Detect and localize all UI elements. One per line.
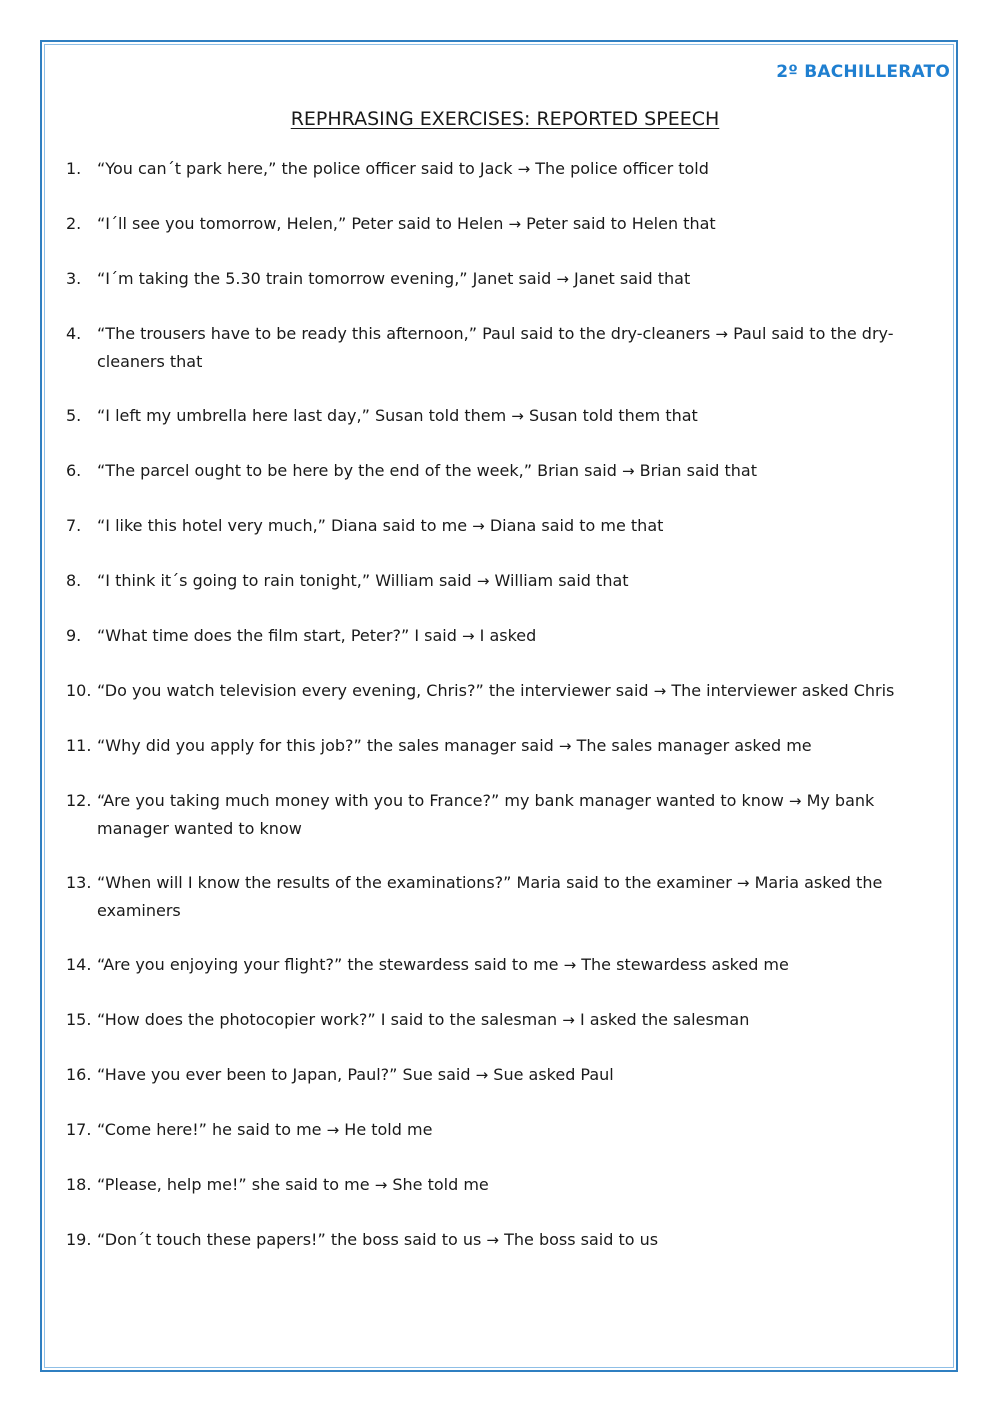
exercise-number: 1. [66, 159, 82, 178]
direct-speech: “The trousers have to be ready this afternoon,” Paul said to the dry-cleaners [97, 324, 711, 343]
direct-speech: “How does the photocopier work?” I said to the salesman [97, 1010, 558, 1029]
exercise-number: 18. [66, 1175, 92, 1194]
direct-speech: “Why did you apply for this job?” the sales manager said [97, 736, 554, 755]
exercise-list [66, 155, 896, 1281]
arrow-icon: → [788, 792, 802, 810]
reported-prompt: He told me [344, 1120, 433, 1139]
exercise-number: 9. [66, 626, 82, 645]
reported-prompt: Diana said to me that [489, 516, 664, 535]
exercise-item [66, 1116, 896, 1144]
arrow-icon: → [508, 215, 522, 233]
direct-speech: “Don´t touch these papers!” the boss said to us [97, 1230, 482, 1249]
exercise-item [66, 1061, 896, 1089]
exercise-item [66, 732, 896, 760]
reported-prompt: My bank manager wanted to know [97, 791, 875, 838]
arrow-icon: → [472, 517, 485, 535]
direct-speech: “Have you ever been to Japan, Paul?” Sue said [97, 1065, 471, 1084]
reported-prompt: The sales manager asked me [576, 736, 812, 755]
arrow-icon: → [558, 737, 572, 755]
direct-speech: “I think it´s going to rain tonight,” William said [97, 571, 472, 590]
arrow-icon: → [621, 462, 635, 480]
direct-speech: “Are you taking much money with you to France?” my bank manager wanted to know [97, 791, 784, 810]
exercise-item [66, 951, 896, 979]
exercise-item [66, 567, 896, 595]
exercise-item [66, 320, 896, 375]
exercise-item [66, 512, 896, 540]
direct-speech: “I like this hotel very much,” Diana said to me [97, 516, 468, 535]
reported-prompt: Sue asked Paul [493, 1065, 614, 1084]
arrow-icon: → [736, 874, 750, 892]
course-level-label: 2º BACHILLERATO [776, 62, 950, 82]
exercise-number: 5. [66, 406, 82, 425]
arrow-icon: → [556, 270, 569, 288]
reported-prompt: Janet said that [574, 269, 691, 288]
exercise-item [66, 265, 896, 293]
exercise-number: 7. [66, 516, 82, 535]
direct-speech: “Please, help me!” she said to me [97, 1175, 370, 1194]
exercise-item [66, 402, 896, 430]
arrow-icon: → [715, 325, 728, 343]
reported-prompt: The boss said to us [504, 1230, 659, 1249]
arrow-icon: → [486, 1231, 499, 1249]
reported-prompt: I asked the salesman [579, 1010, 750, 1029]
exercise-number: 15. [66, 1010, 92, 1029]
direct-speech: “I´m taking the 5.30 train tomorrow evening,” Janet said [97, 269, 552, 288]
exercise-number: 16. [66, 1065, 92, 1084]
direct-speech: “Do you watch television every evening, Chris?” the interviewer said [97, 681, 649, 700]
exercise-number: 12. [66, 791, 92, 810]
exercise-number: 4. [66, 324, 82, 343]
exercise-item [66, 457, 896, 485]
exercise-item [66, 1226, 896, 1254]
direct-speech: “When will I know the results of the examinations?” Maria said to the examiner [97, 873, 732, 892]
direct-speech: “Come here!” he said to me [97, 1120, 322, 1139]
direct-speech: “You can´t park here,” the police officer said to Jack [97, 159, 513, 178]
exercise-number: 13. [66, 873, 92, 892]
exercise-item [66, 869, 896, 924]
exercise-number: 6. [66, 461, 82, 480]
exercise-item [66, 677, 896, 705]
arrow-icon: → [475, 1066, 489, 1084]
arrow-icon: → [326, 1121, 340, 1139]
arrow-icon: → [461, 627, 475, 645]
reported-prompt: Peter said to Helen that [526, 214, 716, 233]
reported-prompt: Susan told them that [528, 406, 698, 425]
exercise-item [66, 622, 896, 650]
direct-speech: “Are you enjoying your flight?” the stewardess said to me [97, 955, 559, 974]
reported-prompt: The stewardess asked me [581, 955, 789, 974]
exercise-number: 3. [66, 269, 82, 288]
exercise-item [66, 155, 896, 183]
exercise-number: 2. [66, 214, 82, 233]
exercise-item [66, 1006, 896, 1034]
exercise-item [66, 210, 896, 238]
direct-speech: “The parcel ought to be here by the end of the week,” Brian said [97, 461, 617, 480]
exercise-number: 11. [66, 736, 92, 755]
reported-prompt: The police officer told [535, 159, 709, 178]
arrow-icon: → [563, 956, 577, 974]
exercise-number: 10. [66, 681, 92, 700]
reported-prompt: Brian said that [639, 461, 757, 480]
arrow-icon: → [562, 1011, 575, 1029]
reported-prompt: William said that [494, 571, 629, 590]
direct-speech: “I´ll see you tomorrow, Helen,” Peter said to Helen [97, 214, 504, 233]
direct-speech: “What time does the film start, Peter?” I said [97, 626, 457, 645]
worksheet-title: REPHRASING EXERCISES: REPORTED SPEECH [290, 108, 720, 130]
arrow-icon: → [511, 407, 524, 425]
exercise-number: 8. [66, 571, 82, 590]
reported-prompt: The interviewer asked Chris [671, 681, 895, 700]
exercise-number: 14. [66, 955, 92, 974]
reported-prompt: I asked [479, 626, 537, 645]
arrow-icon: → [374, 1176, 388, 1194]
direct-speech: “I left my umbrella here last day,” Susan told them [97, 406, 507, 425]
exercise-item [66, 787, 896, 842]
exercise-number: 17. [66, 1120, 92, 1139]
exercise-item [66, 1171, 896, 1199]
exercise-number: 19. [66, 1230, 92, 1249]
arrow-icon: → [653, 682, 667, 700]
reported-prompt: Paul said to the dry-cleaners that [97, 324, 894, 371]
reported-prompt: Maria asked the examiners [97, 873, 883, 920]
reported-prompt: She told me [392, 1175, 489, 1194]
arrow-icon: → [517, 160, 531, 178]
arrow-icon: → [476, 572, 490, 590]
